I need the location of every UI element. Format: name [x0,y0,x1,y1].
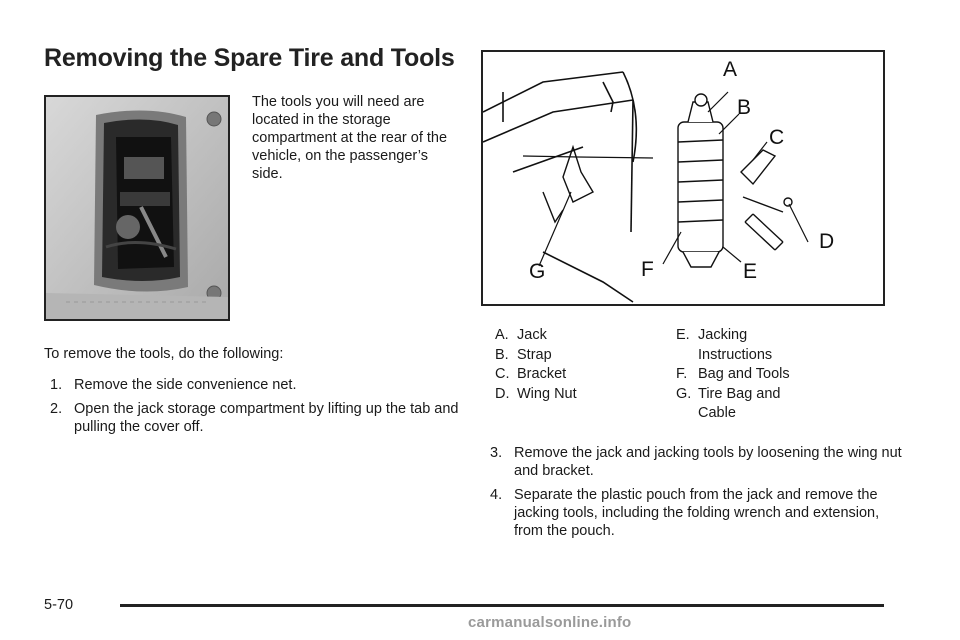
step-text: Remove the side convenience net. [74,377,297,393]
watermark: carmanualsonline.info [468,614,632,631]
legend-label: Tire Bag and Cable [698,385,781,421]
legend-label: Jack [517,327,547,343]
step-text: Remove the jack and jacking tools by loosening the wing nut and bracket. [514,445,902,479]
legend-key: F. [676,366,688,382]
step-number: 4. [490,487,503,503]
legend-label: Strap [517,346,552,363]
legend-label: Wing Nut [517,385,577,402]
legend-key: A. [495,327,509,343]
callout-c: C [769,126,785,149]
legend-label: Jacking Instructions [698,327,773,363]
legend-item [495,326,665,346]
step-number: 3. [490,445,503,461]
compartment-photo-image [46,97,228,319]
instructions-lead: To remove the tools, do the following: [44,346,284,362]
page-title: Removing the Spare Tire and Tools [44,44,455,72]
callout-g: G [529,260,546,283]
legend-label: Bag and Tools [698,366,790,382]
step-text: Open the jack storage compartment by lifting up the tab and pulling the cover off. [74,401,459,435]
storage-compartment-photo [44,95,230,321]
footer-divider [120,604,884,607]
step-number: 2. [50,401,63,417]
callout-d: D [819,230,835,253]
jack-diagram-illustration [483,52,883,304]
legend-item [495,385,665,405]
step-4 [484,486,904,540]
legend-item [676,385,816,424]
callout-f: F [641,258,654,281]
leader-lines [523,92,808,266]
jack-storage-diagram [481,50,885,306]
steps-left [44,376,464,442]
legend-item [495,346,665,366]
page-number: 5-70 [44,597,74,613]
callout-e: E [743,260,758,283]
legend-label: Bracket [517,366,567,382]
step-text: Separate the plastic pouch from the jack and remove the jacking tools, including the folding wrench and extension, from the pouch. [514,487,880,539]
legend-column-1 [495,326,665,404]
legend-key: B. [495,346,509,363]
step-2 [44,400,464,436]
vehicle-body-lines [483,72,636,302]
legend-key: G. [676,385,692,402]
legend-item [676,326,816,365]
legend-item [495,365,665,385]
legend-key: D. [495,385,510,402]
step-number: 1. [50,377,63,393]
legend-item [676,365,816,385]
step-1 [44,376,464,394]
legend-column-2 [676,326,816,424]
bracket-and-tools [543,147,792,250]
legend-key: E. [676,327,690,343]
callout-a: A [723,58,738,81]
legend-key: C. [495,366,510,382]
step-3 [484,444,904,480]
steps-right [484,444,904,546]
jack-assembly [678,94,723,267]
callout-b: B [737,96,752,119]
intro-text: The tools you will need are located in the storage compartment at the rear of the vehicle, on the passenger’s side. [252,94,448,182]
